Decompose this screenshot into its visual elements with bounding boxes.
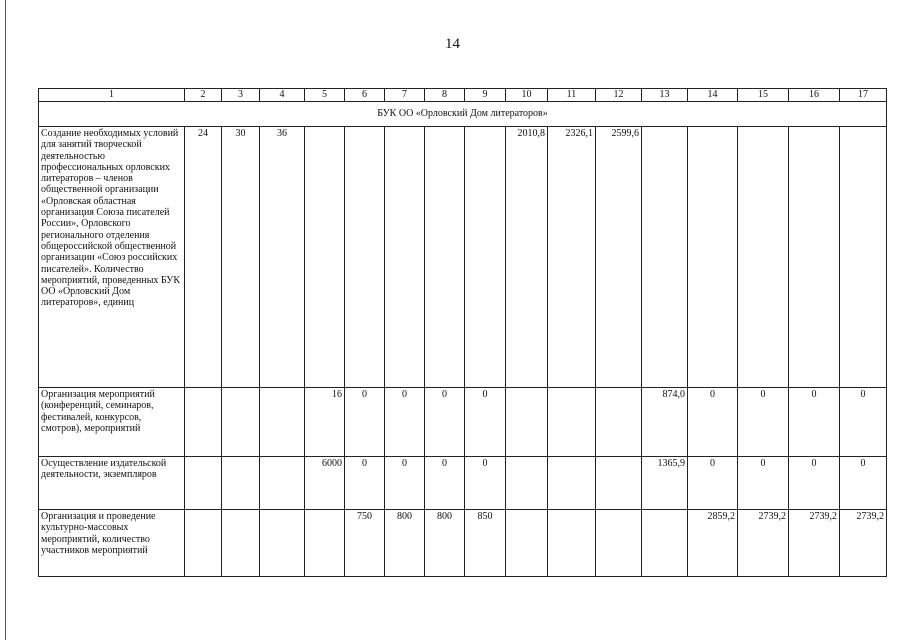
table-cell: 16 (305, 388, 345, 457)
page-number: 14 (445, 36, 460, 52)
table-cell (260, 388, 305, 457)
table-cell: 2739,2 (738, 510, 789, 577)
table-cell: 0 (465, 457, 506, 510)
table-cell: 0 (345, 388, 385, 457)
table-row (39, 388, 887, 457)
column-number: 12 (596, 89, 642, 102)
table-cell (548, 510, 596, 577)
organization-row (39, 102, 887, 127)
table-cell: 0 (425, 457, 465, 510)
table-cell (222, 388, 260, 457)
table-cell: 2599,6 (596, 127, 642, 388)
table-cell (185, 388, 222, 457)
table-cell (260, 457, 305, 510)
table-cell: 0 (688, 457, 738, 510)
column-number-row (39, 89, 887, 102)
column-number: 3 (222, 89, 260, 102)
column-number: 16 (789, 89, 840, 102)
table-cell: 850 (465, 510, 506, 577)
table-cell (506, 510, 548, 577)
table-cell (506, 457, 548, 510)
table-cell: 1365,9 (642, 457, 688, 510)
organization-name: БУК ОО «Орловский Дом литераторов» (39, 102, 887, 127)
table-row (39, 510, 887, 577)
table-cell (738, 127, 789, 388)
table-cell: 0 (385, 457, 425, 510)
table-cell (596, 388, 642, 457)
table-cell: 2859,2 (688, 510, 738, 577)
table-cell (185, 510, 222, 577)
table-row (39, 127, 887, 388)
table-cell (222, 510, 260, 577)
table-cell (260, 510, 305, 577)
table-cell: 0 (425, 388, 465, 457)
table-cell: 24 (185, 127, 222, 388)
column-number: 4 (260, 89, 305, 102)
table-cell (840, 127, 887, 388)
table-cell (642, 510, 688, 577)
column-number: 7 (385, 89, 425, 102)
left-margin-rule (5, 0, 6, 640)
table-cell (548, 457, 596, 510)
table-cell (222, 457, 260, 510)
table-cell (345, 127, 385, 388)
table-cell (688, 127, 738, 388)
table-cell: 2010,8 (506, 127, 548, 388)
table-cell (185, 457, 222, 510)
column-number: 17 (840, 89, 887, 102)
table-cell: 0 (738, 457, 789, 510)
table-cell: 800 (425, 510, 465, 577)
table-cell: 2739,2 (840, 510, 887, 577)
column-number: 11 (548, 89, 596, 102)
table-cell: 2326,1 (548, 127, 596, 388)
table-cell (548, 388, 596, 457)
table-cell (596, 510, 642, 577)
table-cell: 874,0 (642, 388, 688, 457)
table-cell (642, 127, 688, 388)
budget-table (38, 88, 887, 577)
table-cell (596, 457, 642, 510)
column-number: 13 (642, 89, 688, 102)
table-cell: 2739,2 (789, 510, 840, 577)
table-cell: 0 (465, 388, 506, 457)
table-cell: 0 (345, 457, 385, 510)
table-cell: 36 (260, 127, 305, 388)
table-cell: 0 (840, 457, 887, 510)
table-cell (789, 127, 840, 388)
table-cell: 0 (738, 388, 789, 457)
row-description: Организация и проведение культурно-массовых мероприятий, количество участников мероприятий (39, 510, 185, 577)
column-number: 2 (185, 89, 222, 102)
table-cell: 6000 (305, 457, 345, 510)
row-description: Осуществление издательской деятельности, экземпляров (39, 457, 185, 510)
table-cell (385, 127, 425, 388)
column-number: 10 (506, 89, 548, 102)
table-cell (425, 127, 465, 388)
table-cell: 0 (789, 388, 840, 457)
table-cell: 30 (222, 127, 260, 388)
row-description: Организация мероприятий (конференций, семинаров, фестивалей, конкурсов, смотров), мероприятий (39, 388, 185, 457)
table-cell: 750 (345, 510, 385, 577)
table-row (39, 457, 887, 510)
column-number: 9 (465, 89, 506, 102)
table-cell: 0 (688, 388, 738, 457)
column-number: 8 (425, 89, 465, 102)
row-description: Создание необходимых условий для занятий творческой деятельностью профессиональных орловских литераторов – членов общественной организации «Орловская областная организация Союза писателей России», Орловского регионального отделения общероссийской общественной организации «Союз российских писателей». Количество мероприятий, проведенных БУК ОО «Орловский Дом литераторов», единиц (39, 127, 185, 388)
column-number: 14 (688, 89, 738, 102)
table-cell: 0 (840, 388, 887, 457)
table-cell (305, 510, 345, 577)
table-cell: 0 (385, 388, 425, 457)
table-cell (465, 127, 506, 388)
table-cell: 0 (789, 457, 840, 510)
column-number: 1 (39, 89, 185, 102)
table-cell: 800 (385, 510, 425, 577)
column-number: 5 (305, 89, 345, 102)
table-cell (305, 127, 345, 388)
column-number: 15 (738, 89, 789, 102)
column-number: 6 (345, 89, 385, 102)
table-cell (506, 388, 548, 457)
